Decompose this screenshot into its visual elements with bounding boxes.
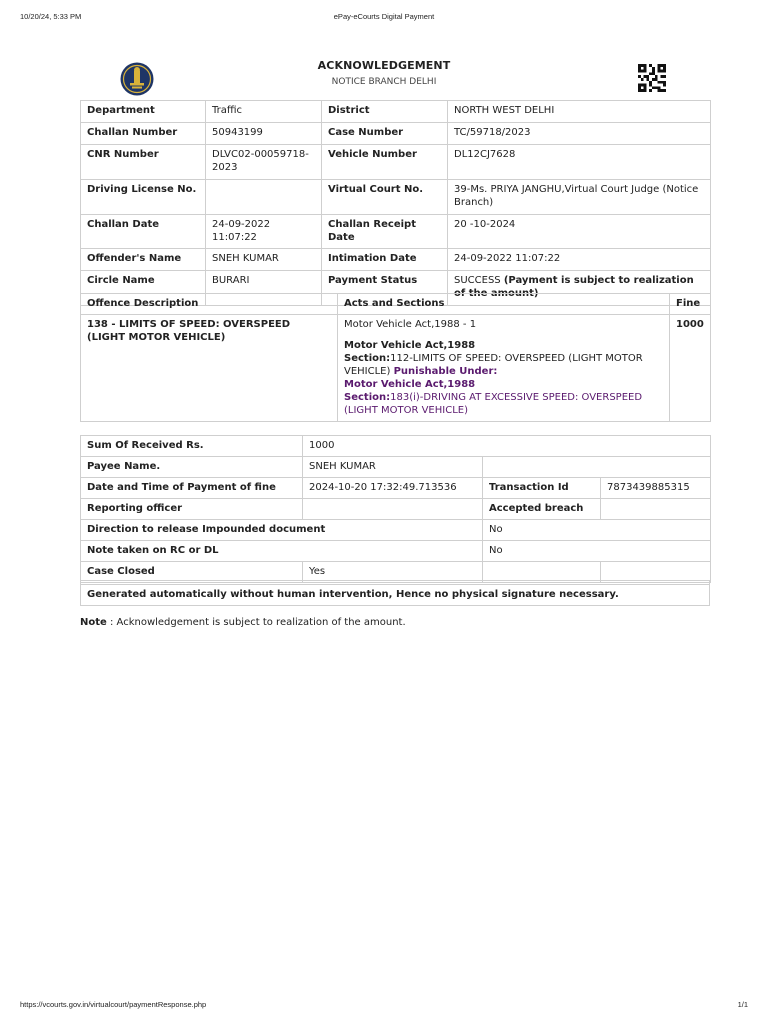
- table-row: [81, 215, 711, 249]
- act-line: Motor Vehicle Act,1988 - 1: [344, 319, 477, 330]
- breach-value: [601, 499, 711, 520]
- challan-number-label: Challan Number: [81, 123, 206, 145]
- payment-datetime-value: 2024-10-20 17:32:49.713536: [303, 478, 483, 499]
- punish-section-line: [344, 391, 663, 417]
- challan-details-table: [80, 100, 711, 306]
- intimation-label: Intimation Date: [322, 249, 448, 271]
- payment-table: [80, 435, 711, 583]
- table-row: [81, 145, 711, 180]
- virtual-court-value: 39-Ms. PRIYA JANGHU,Virtual Court Judge (Notice Branch): [448, 180, 711, 215]
- department-label: Department: [81, 101, 206, 123]
- district-value: NORTH WEST DELHI: [448, 101, 711, 123]
- payment-status-note: (Payment is subject to realization of the amount): [454, 275, 694, 299]
- table-row: [81, 499, 711, 520]
- fine-header: Fine: [670, 294, 711, 315]
- print-footer: [20, 1000, 748, 1010]
- act-name: Motor Vehicle Act,1988: [344, 340, 476, 351]
- cnr-label: CNR Number: [81, 145, 206, 180]
- generated-notice-table: [80, 580, 710, 606]
- section-text: 112-LIMITS OF SPEED: OVERSPEED (LIGHT MOTOR VEHICLE): [344, 353, 643, 377]
- payment-datetime-label: Date and Time of Payment of fine: [81, 478, 303, 499]
- direction-value: No: [483, 520, 711, 541]
- print-url: https://vcourts.gov.in/virtualcourt/paymentResponse.php: [20, 1000, 207, 1009]
- print-header: [20, 12, 748, 22]
- table-row: [81, 585, 710, 606]
- print-datetime: 10/20/24, 5:33 PM: [20, 12, 82, 21]
- table-row: [81, 541, 711, 562]
- fine-value: 1000: [670, 315, 711, 422]
- acts-sections-cell: [338, 315, 670, 422]
- print-page-title: ePay-eCourts Digital Payment: [333, 12, 435, 21]
- payment-status-value: SUCCESS: [454, 275, 501, 286]
- circle-value: BURARI: [206, 271, 322, 306]
- receipt-date-value: 20 -10-2024: [448, 215, 711, 249]
- cnr-value: DLVC02-00059718-2023: [206, 145, 322, 180]
- spacer: [344, 331, 663, 339]
- sum-label: Sum Of Received Rs.: [81, 436, 303, 457]
- transaction-label: Transaction Id: [483, 478, 601, 499]
- table-row: [81, 123, 711, 145]
- acts-sections-header: Acts and Sections: [338, 294, 670, 315]
- table-row: [81, 520, 711, 541]
- table-row: [81, 101, 711, 123]
- table-row: [81, 315, 711, 422]
- district-label: District: [322, 101, 448, 123]
- payee-value: SNEH KUMAR: [303, 457, 483, 478]
- offender-value: SNEH KUMAR: [206, 249, 322, 271]
- offence-description-header: Offence Description: [81, 294, 338, 315]
- punishable-label: Punishable Under:: [393, 366, 498, 377]
- note-text: : Acknowledgement is subject to realization of the amount.: [106, 617, 406, 628]
- offender-label: Offender's Name: [81, 249, 206, 271]
- table-header-row: [81, 294, 711, 315]
- page-subtitle: NOTICE BRANCH DELHI: [331, 77, 437, 87]
- case-number-label: Case Number: [322, 123, 448, 145]
- note-rc-label: Note taken on RC or DL: [81, 541, 483, 562]
- note-label: Note: [80, 617, 107, 628]
- vehicle-label: Vehicle Number: [322, 145, 448, 180]
- punish-section-text: 183(i)-DRIVING AT EXCESSIVE SPEED: OVERSPEED (LIGHT MOTOR VEHICLE): [344, 392, 643, 416]
- sum-value: 1000: [303, 436, 711, 457]
- punish-act: Motor Vehicle Act,1988: [344, 379, 476, 390]
- case-number-value: TC/59718/2023: [448, 123, 711, 145]
- generated-notice: Generated automatically without human intervention, Hence no physical signature necessary.: [81, 585, 710, 606]
- reporting-value: [303, 499, 483, 520]
- breach-label: Accepted breach: [483, 499, 601, 520]
- section-label: Section:: [344, 353, 391, 364]
- section-line: [344, 352, 663, 378]
- empty-cell: [483, 457, 711, 478]
- payee-label: Payee Name.: [81, 457, 303, 478]
- challan-date-label: Challan Date: [81, 215, 206, 249]
- page-title: ACKNOWLEDGEMENT: [317, 59, 451, 72]
- offence-table: [80, 293, 711, 422]
- direction-label: Direction to release Impounded document: [81, 520, 483, 541]
- challan-date-value: 24-09-2022 11:07:22: [206, 215, 322, 249]
- table-row: [81, 457, 711, 478]
- case-closed-value: Yes: [303, 562, 483, 583]
- license-label: Driving License No.: [81, 180, 206, 215]
- case-closed-label: Case Closed: [81, 562, 303, 583]
- virtual-court-label: Virtual Court No.: [322, 180, 448, 215]
- circle-label: Circle Name: [81, 271, 206, 306]
- offence-description: 138 - LIMITS OF SPEED: OVERSPEED (LIGHT MOTOR VEHICLE): [81, 315, 338, 422]
- payment-status-label: Payment Status: [322, 271, 448, 306]
- receipt-date-label: Challan Receipt Date: [322, 215, 448, 249]
- table-row: [81, 436, 711, 457]
- print-page-number: 1/1: [737, 1000, 748, 1009]
- note-rc-value: No: [483, 541, 711, 562]
- table-row: [81, 249, 711, 271]
- reporting-label: Reporting officer: [81, 499, 303, 520]
- punish-section-label: Section:: [344, 392, 391, 403]
- vehicle-value: DL12CJ7628: [448, 145, 711, 180]
- table-row: [81, 478, 711, 499]
- challan-number-value: 50943199: [206, 123, 322, 145]
- qr-code-icon: [637, 64, 667, 92]
- department-value: Traffic: [206, 101, 322, 123]
- intimation-value: 24-09-2022 11:07:22: [448, 249, 711, 271]
- acknowledgement-note: [80, 617, 406, 628]
- transaction-value: 7873439885315: [601, 478, 711, 499]
- license-value: [206, 180, 322, 215]
- table-row: [81, 180, 711, 215]
